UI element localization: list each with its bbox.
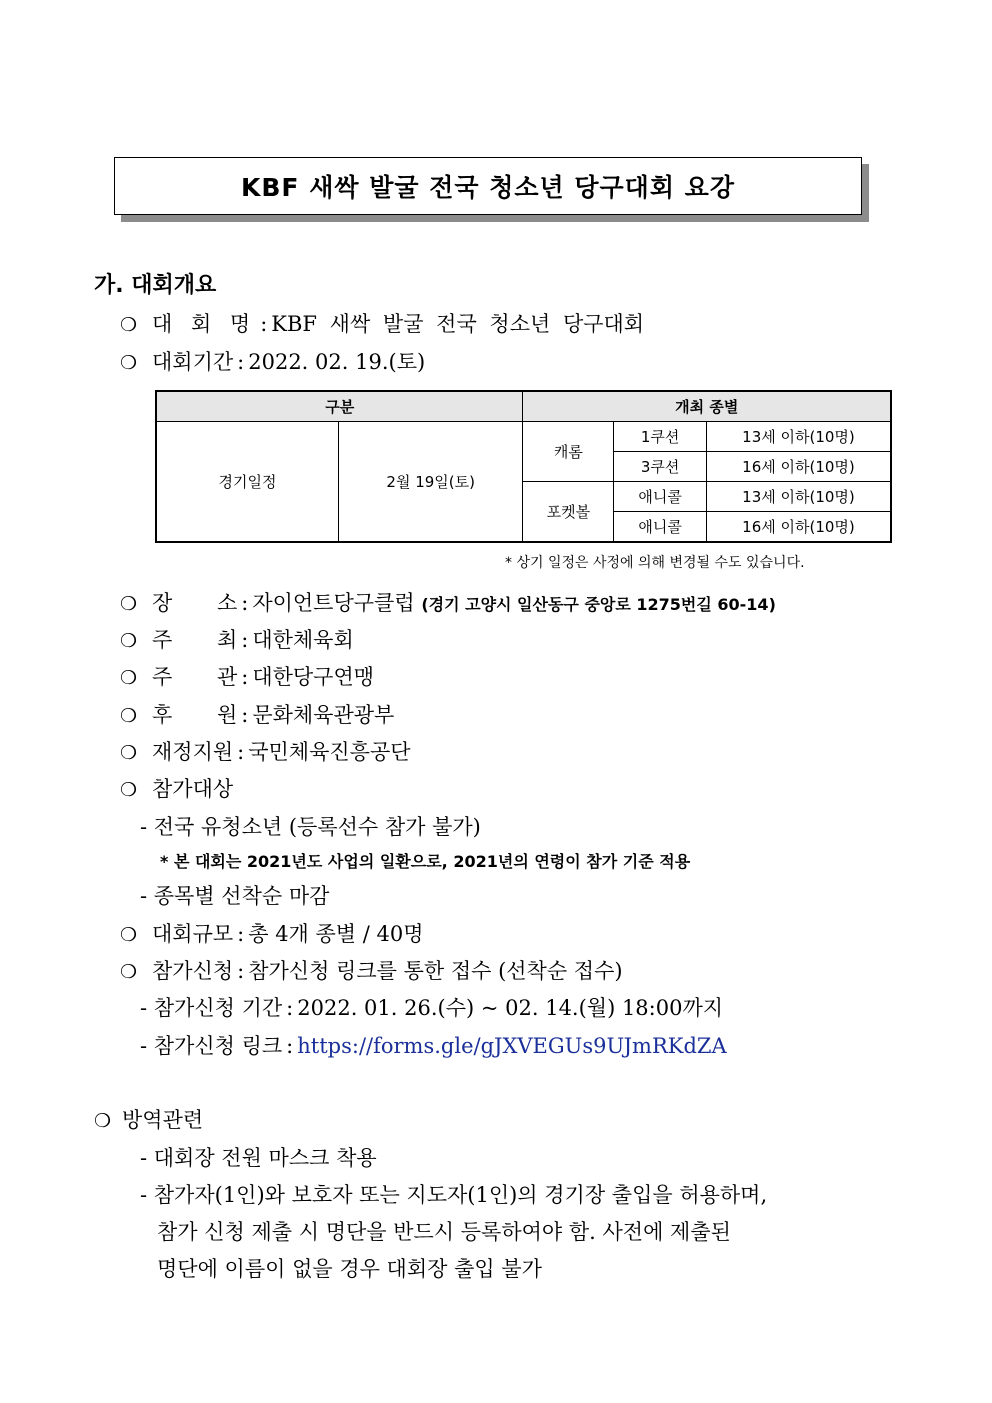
circle-bullet-icon: ❍ [120,593,138,615]
circle-bullet-icon: ❍ [120,705,138,727]
quarantine-item-1: - 대회장 전원 마스크 착용 [140,1146,377,1170]
item-funding: ❍ 재정지원 : 국민체육진흥공단 [120,740,411,764]
circle-bullet-icon: ❍ [120,924,138,946]
value-venue: 자이언트당구클럽 [252,591,415,615]
label-sponsor: 후 원 [152,703,238,727]
value-sponsor: 문화체육관광부 [252,703,395,727]
value-event-period: 2022. 02. 19.(토) [248,350,426,374]
event-type: 애니콜 [614,482,707,512]
label-event-period: 대회기간 [152,350,234,374]
schedule-date: 2월 19일(토) [338,422,523,543]
group-carom: 캐롬 [523,422,614,482]
table-header-row [156,391,891,422]
circle-bullet-icon: ❍ [120,630,138,652]
participants-note: * 본 대회는 2021년도 사업의 일환으로, 2021년의 연령이 참가 기준 적용 [160,852,691,871]
item-quarantine [94,1110,203,1131]
label-organizer: 주 관 [152,665,238,689]
value-host: 대한체육회 [252,628,354,652]
event-age: 16세 이하(10명) [706,512,891,543]
quarantine-item-2-line-3: 명단에 이름이 없을 경우 대회장 출입 불가 [157,1257,542,1281]
event-age: 13세 이하(10명) [706,482,891,512]
label-quarantine: 방역관련 [122,1108,204,1132]
label-application: 참가신청 [152,959,234,983]
header-events: 개최 종별 [523,391,891,422]
item-event-period: ❍ 대회기간 : 2022. 02. 19.(토) [120,350,426,374]
circle-bullet-icon: ❍ [120,667,138,689]
event-type: 1쿠션 [614,422,707,452]
circle-bullet-icon: ❍ [120,779,138,801]
application-link-label: - 참가신청 링크 [140,1034,283,1058]
circle-bullet-icon: ❍ [94,1110,112,1132]
page-title: KBF 새싹 발굴 전국 청소년 당구대회 요강 [241,173,735,202]
schedule-note: * 상기 일정은 사정에 의해 변경될 수도 있습니다. [505,555,805,571]
circle-bullet-icon: ❍ [120,961,138,983]
item-participants [120,779,233,800]
label-venue: 장 소 [152,591,238,615]
group-pocketball: 포켓볼 [523,482,614,543]
label-host: 주 최 [152,628,238,652]
label-scale: 대회규모 [152,922,234,946]
event-type: 3쿠션 [614,452,707,482]
circle-bullet-icon: ❍ [120,352,138,374]
item-host: ❍ 주 최 : 대한체육회 [120,628,354,652]
label-funding: 재정지원 [152,740,234,764]
application-period: - 참가신청 기간 : 2022. 01. 26.(수) ~ 02. 14.(월) 18:00까지 [140,996,724,1020]
value-application: 참가신청 링크를 통한 접수 (선착순 접수) [248,959,623,983]
item-sponsor: ❍ 후 원 : 문화체육관광부 [120,703,395,727]
application-period-value: 2022. 01. 26.(수) ~ 02. 14.(월) 18:00까지 [297,996,724,1020]
value-organizer: 대한당구연맹 [252,665,375,689]
schedule-table [155,390,892,543]
quarantine-item-2-line-1: - 참가자(1인)와 보호자 또는 지도자(1인)의 경기장 출입을 허용하며, [140,1183,768,1207]
event-age: 13세 이하(10명) [706,422,891,452]
application-period-label: - 참가신청 기간 [140,996,283,1020]
item-scale: ❍ 대회규모 : 총 4개 종별 / 40명 [120,922,424,946]
item-application: ❍ 참가신청 : 참가신청 링크를 통한 접수 (선착순 접수) [120,959,623,983]
quarantine-item-2-line-2: 참가 신청 제출 시 명단을 반드시 등록하여야 함. 사전에 제출된 [157,1220,731,1244]
value-funding: 국민체육진흥공단 [248,740,411,764]
section-heading-overview: 가. 대회개요 [94,273,217,298]
application-link: - 참가신청 링크 : https://forms.gle/gJXVEGUs9UJmRKdZA [140,1034,727,1058]
event-age: 16세 이하(10명) [706,452,891,482]
participants-item-1: - 전국 유청소년 (등록선수 참가 불가) [140,815,481,839]
venue-address: (경기 고양시 일산동구 중앙로 1275번길 60-14) [421,595,776,614]
application-link-url[interactable]: https://forms.gle/gJXVEGUs9UJmRKdZA [297,1034,727,1058]
label-participants: 참가대상 [152,777,234,801]
item-event-name: ❍ 대 회 명 : KBF 새싹 발굴 전국 청소년 당구대회 [120,312,645,336]
circle-bullet-icon: ❍ [120,314,138,336]
event-type: 애니콜 [614,512,707,543]
value-event-name: KBF 새싹 발굴 전국 청소년 당구대회 [271,312,645,336]
value-scale: 총 4개 종별 / 40명 [248,922,424,946]
row-label-schedule: 경기일정 [156,422,338,543]
item-organizer: ❍ 주 관 : 대한당구연맹 [120,665,375,689]
header-group: 구분 [156,391,523,422]
circle-bullet-icon: ❍ [120,742,138,764]
title-box [114,157,862,215]
label-event-name: 대 회 명 [152,312,257,336]
participants-item-2: - 종목별 선착순 마감 [140,884,330,908]
table-row [156,422,891,452]
item-venue: ❍ 장 소 : 자이언트당구클럽 (경기 고양시 일산동구 중앙로 1275번길 60-14) [120,591,776,615]
